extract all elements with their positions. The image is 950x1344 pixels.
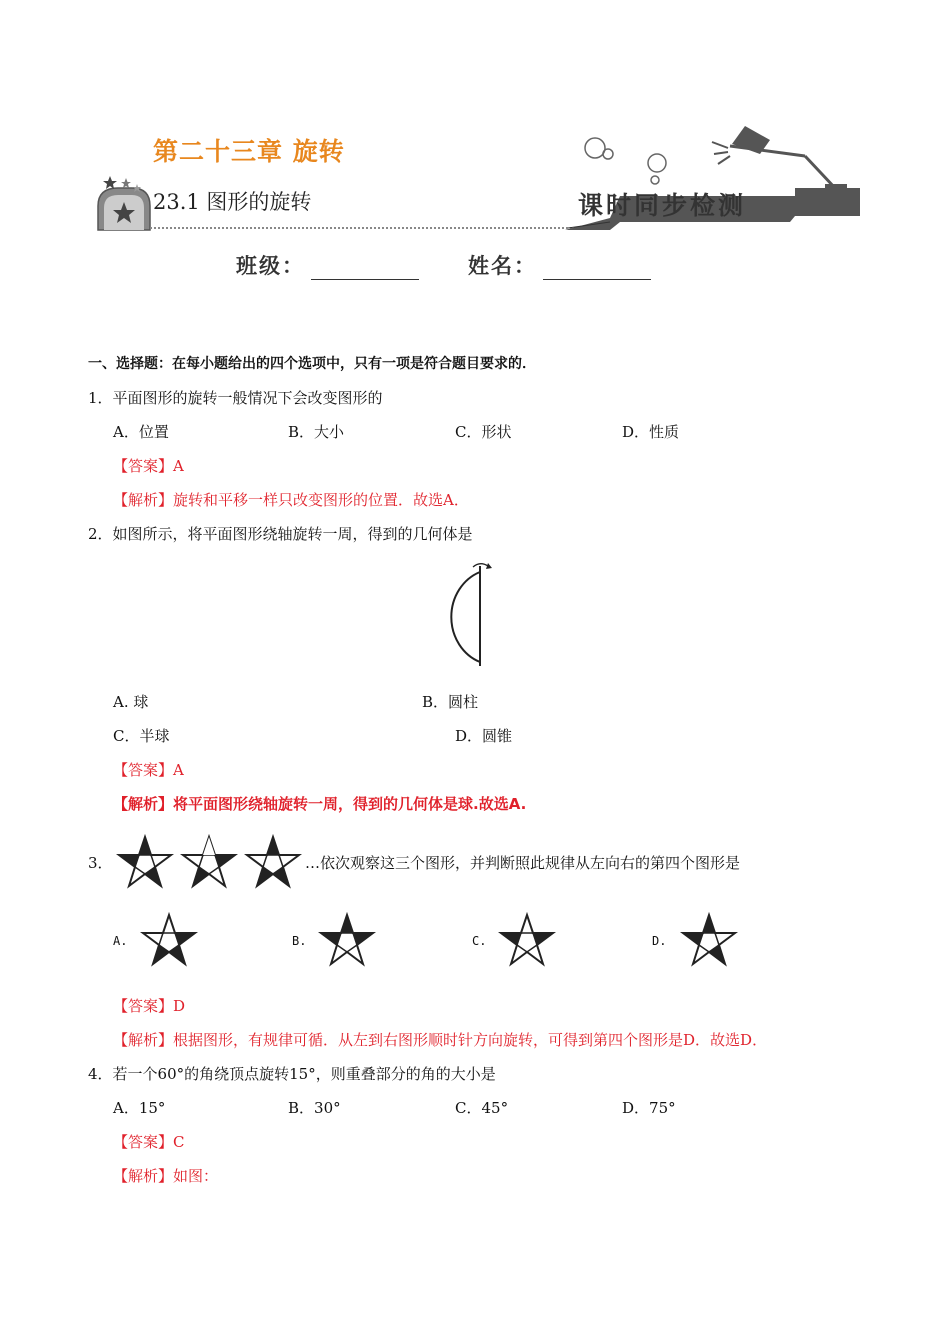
q2-semicircle-figure [430, 558, 500, 670]
q2-analysis-label: 【解析】 [113, 795, 174, 813]
q3-option-c: C. [472, 934, 487, 948]
q4-analysis-text: 如图： [173, 1167, 219, 1185]
class-blank[interactable] [311, 259, 419, 280]
q1-option-a: A．位置 [113, 423, 169, 441]
q2-option-b: B．圆柱 [422, 693, 479, 711]
q1-option-b: B．大小 [288, 423, 345, 441]
q3-option-b: B. [292, 934, 307, 948]
q1-option-d: D．性质 [622, 423, 680, 441]
star-badge-icon [98, 176, 150, 230]
q2-option-d: D．圆锥 [455, 727, 513, 745]
chapter-title: 第二十三章 旋转 [153, 137, 345, 166]
q4-option-a: A．15° [113, 1099, 166, 1117]
q4-answer: 【答案】C [113, 1133, 185, 1151]
q1-analysis-text: 旋转和平移一样只改变图形的位置．故选A． [173, 491, 469, 509]
q2-option-a: A. 球 [113, 693, 149, 711]
q2-stem: 2．如图所示，将平面图形绕轴旋转一周，得到的几何体是 [88, 525, 473, 543]
q1-option-c: C．形状 [455, 423, 512, 441]
name-blank[interactable] [543, 259, 651, 280]
q4-analysis-label: 【解析】 [113, 1167, 174, 1185]
q1-answer: 【答案】A [113, 457, 184, 475]
section-title: 23.1 图形的旋转 [153, 190, 312, 214]
q3-option-d: D. [652, 934, 667, 948]
q2-answer: 【答案】A [113, 761, 184, 779]
sequence-star-2-icon [183, 837, 235, 886]
q2-analysis [113, 794, 526, 814]
q4-stem: 4．若一个60°的角绕顶点旋转15°，则重叠部分的角的大小是 [88, 1065, 496, 1083]
q4-analysis [113, 1166, 218, 1186]
name-label: 姓名： [468, 253, 537, 278]
q3-stem: …依次观察这三个图形，并判断照此规律从左向右的第四个图形是 [305, 854, 741, 872]
q3-star-sequence [116, 832, 302, 890]
q3-number: 3． [88, 854, 113, 872]
q1-analysis [113, 490, 469, 510]
q3-analysis [113, 1030, 767, 1050]
class-label: 班级： [236, 253, 305, 278]
q3-option-a: A. [113, 934, 128, 948]
option-a-star-icon [140, 912, 200, 970]
brand-title: 课时同步检测 [578, 191, 747, 220]
q2-analysis-text: 将平面图形绕轴旋转一周，得到的几何体是球.故选A. [173, 795, 527, 813]
sequence-star-3-icon [247, 837, 299, 886]
option-c-star-icon [498, 912, 558, 970]
q3-answer: 【答案】D [113, 997, 186, 1015]
sequence-star-1-icon [119, 837, 171, 886]
q1-analysis-label: 【解析】 [113, 491, 174, 509]
q4-option-b: B．30° [288, 1099, 341, 1117]
q2-option-c: C．半球 [113, 727, 170, 745]
q1-stem: 1．平面图形的旋转一般情况下会改变图形的 [88, 389, 383, 407]
option-b-star-icon [318, 912, 378, 970]
class-field [236, 250, 419, 280]
section-heading: 一、选择题：在每小题给出的四个选项中，只有一项是符合题目要求的． [88, 356, 536, 372]
desk-lamp-icon [712, 126, 847, 190]
name-field [468, 250, 651, 280]
q3-analysis-label: 【解析】 [113, 1031, 174, 1049]
option-d-star-icon [680, 912, 740, 970]
q3-analysis-text: 根据图形，有规律可循．从左到右图形顺时针方向旋转，可得到第四个图形是D．故选D． [173, 1031, 768, 1049]
q4-option-d: D．75° [622, 1099, 676, 1117]
q4-option-c: C．45° [455, 1099, 509, 1117]
